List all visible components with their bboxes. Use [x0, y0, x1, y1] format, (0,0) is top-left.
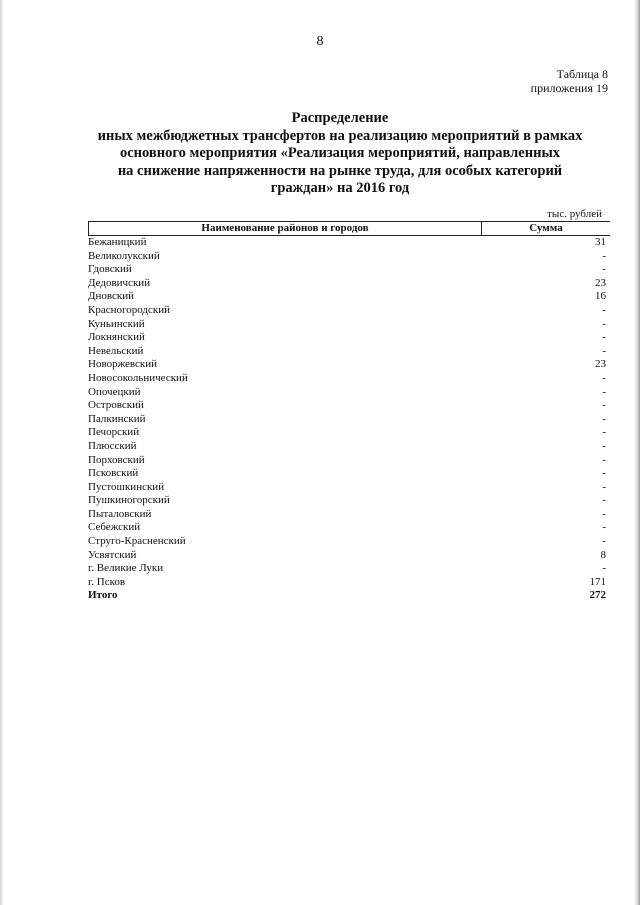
table-row — [88, 467, 610, 481]
table-row — [88, 481, 610, 495]
table-row — [88, 345, 610, 359]
district-name: Палкинский — [88, 412, 146, 425]
table-body — [88, 236, 610, 589]
appendix-table-number: Таблица 8 — [556, 67, 608, 81]
district-sum: - — [602, 263, 606, 276]
table-row — [88, 318, 610, 332]
table-row — [88, 250, 610, 264]
district-sum: - — [602, 344, 606, 357]
district-name: Псковский — [88, 467, 139, 480]
distribution-table — [88, 221, 610, 603]
table-row — [88, 358, 610, 372]
table-row — [88, 277, 610, 291]
district-sum: - — [602, 303, 606, 316]
district-name: Порховский — [88, 453, 145, 466]
district-sum: - — [602, 507, 606, 520]
table-row — [88, 331, 610, 345]
table-row — [88, 576, 610, 590]
table-row — [88, 454, 610, 468]
district-name: Себежский — [88, 521, 141, 534]
district-sum: 23 — [595, 358, 606, 371]
title-line-1: Распределение — [291, 110, 389, 126]
district-sum: - — [602, 426, 606, 439]
district-sum: - — [602, 494, 606, 507]
title-line-2: иных межбюджетных трансфертов на реализацию мероприятий в рамках — [97, 127, 583, 144]
district-name: Красногородский — [88, 303, 171, 316]
district-sum: - — [602, 371, 606, 384]
district-name: Струго-Красненский — [88, 535, 186, 548]
title-line-5: граждан» на 2016 год — [270, 180, 410, 196]
district-name: Новоржевский — [88, 358, 158, 371]
district-name: Пушкиногорский — [88, 494, 170, 507]
appendix-number: приложения 19 — [530, 81, 608, 95]
district-sum: 171 — [589, 575, 606, 588]
district-name: Бежаницкий — [88, 236, 147, 248]
table-row — [88, 413, 610, 427]
document-title — [60, 110, 620, 198]
title-line-4: на снижение напряженности на рынке труда, для особых категорий — [117, 162, 563, 179]
units-label: тыс. рублей — [547, 208, 602, 220]
district-name: г. Псков — [88, 575, 126, 588]
district-name: Гдовский — [88, 263, 132, 276]
district-name: Дедовичский — [88, 276, 151, 289]
table-row — [88, 508, 610, 522]
table-row — [88, 440, 610, 454]
district-name: Куньинский — [88, 317, 145, 330]
total-sum: 272 — [589, 589, 606, 602]
table-row — [88, 426, 610, 440]
scan-edge-right — [634, 0, 640, 905]
district-name: Плюсский — [88, 439, 137, 452]
total-label: Итого — [88, 589, 118, 602]
table-row — [88, 549, 610, 563]
district-sum: - — [602, 385, 606, 398]
district-sum: 8 — [600, 548, 606, 561]
table-row — [88, 263, 610, 277]
district-sum: - — [602, 399, 606, 412]
district-sum: - — [602, 562, 606, 575]
district-name: Островский — [88, 399, 144, 412]
district-name: г. Великие Луки — [88, 562, 164, 575]
table-row — [88, 535, 610, 549]
district-sum: - — [602, 535, 606, 548]
district-name: Новосокольнический — [88, 371, 188, 384]
table-row — [88, 290, 610, 304]
district-sum: 16 — [595, 290, 606, 303]
table-row — [88, 372, 610, 386]
header-name: Наименование районов и городов — [89, 222, 482, 235]
table-header — [88, 221, 610, 236]
district-sum: 31 — [595, 236, 606, 248]
table-row — [88, 399, 610, 413]
district-name: Великолукский — [88, 249, 160, 262]
table-row — [88, 236, 610, 250]
district-name: Локнянский — [88, 331, 145, 344]
district-sum: - — [602, 521, 606, 534]
district-name: Пустошкинский — [88, 480, 165, 493]
district-sum: - — [602, 480, 606, 493]
title-line-3: основного мероприятия «Реализация мероприятий, направленных — [119, 145, 561, 161]
district-sum: 23 — [595, 276, 606, 289]
header-sum: Сумма — [529, 222, 563, 234]
district-name: Невельский — [88, 344, 144, 357]
district-name: Печорский — [88, 426, 140, 439]
table-row — [88, 304, 610, 318]
table-row — [88, 494, 610, 508]
scan-edge-left — [0, 0, 4, 905]
page-number: 8 — [316, 34, 324, 49]
table-row — [88, 562, 610, 576]
district-name: Дновский — [88, 290, 135, 303]
total-row — [88, 589, 610, 603]
district-sum: - — [602, 249, 606, 262]
district-name: Пыталовский — [88, 507, 152, 520]
district-sum: - — [602, 439, 606, 452]
appendix-reference — [531, 67, 608, 95]
district-sum: - — [602, 331, 606, 344]
district-sum: - — [602, 317, 606, 330]
district-sum: - — [602, 412, 606, 425]
district-sum: - — [602, 453, 606, 466]
table-row — [88, 386, 610, 400]
district-sum: - — [602, 467, 606, 480]
district-name: Усвятский — [88, 548, 137, 561]
table-row — [88, 521, 610, 535]
district-name: Опочецкий — [88, 385, 141, 398]
